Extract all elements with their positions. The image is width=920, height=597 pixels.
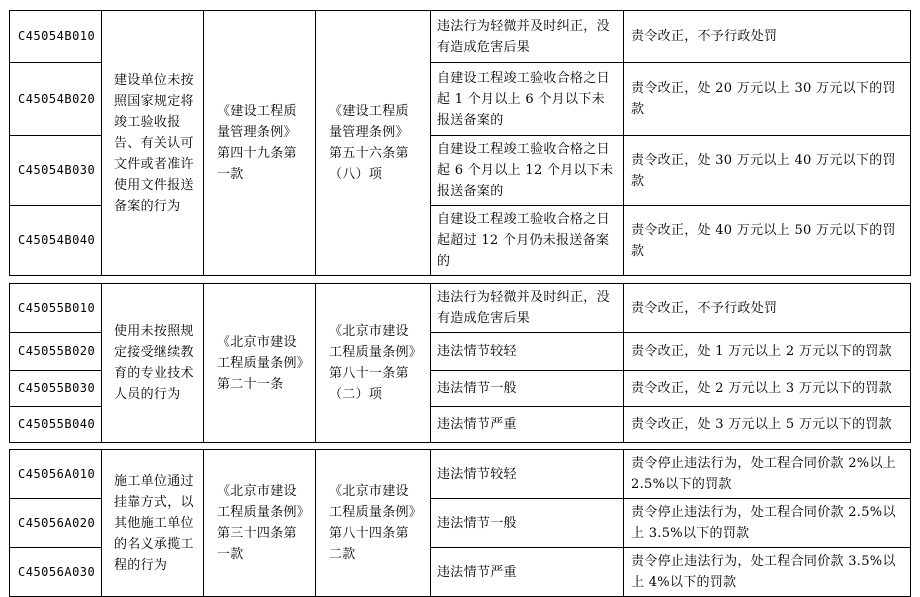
penalty-cell: 责令改正，处 2 万元以上 3 万元以下的罚款 [624, 371, 911, 407]
circumstance-cell: 违法情节一般 [431, 499, 624, 548]
violation-code-cell: C45055B020 [10, 333, 102, 371]
violation-behavior-cell: 施工单位通过挂靠方式，以其他施工单位的名义承揽工程的行为 [102, 450, 204, 597]
circumstance-cell: 违法行为轻微并及时纠正，没有造成危害后果 [431, 11, 624, 63]
table-row [10, 450, 911, 499]
penalty-cell: 责令改正，处 1 万元以上 2 万元以下的罚款 [624, 333, 911, 371]
violation-behavior-cell: 使用未按照规定接受继续教育的专业技术人员的行为 [102, 284, 204, 443]
circumstance-cell: 违法情节严重 [431, 548, 624, 597]
violation-code-cell: C45055B030 [10, 371, 102, 407]
penalty-cell: 责令停止违法行为，处工程合同价款 2.5%以上 3.5%以下的罚款 [624, 499, 911, 548]
violation-table-block-1 [9, 10, 911, 276]
violation-table-block-2 [9, 283, 911, 443]
penalty-basis-cell: 《建设工程质量管理条例》第五十六条第（八）项 [316, 11, 431, 276]
penalty-cell: 责令改正，处 40 万元以上 50 万元以下的罚款 [624, 206, 911, 276]
penalty-cell: 责令停止违法行为，处工程合同价款 3.5%以上 4%以下的罚款 [624, 548, 911, 597]
violation-code-cell: C45055B010 [10, 284, 102, 333]
violation-table-block-3 [9, 449, 911, 597]
legal-basis-cell: 《北京市建设工程质量条例》第二十一条 [204, 284, 316, 443]
penalty-cell: 责令改正，不予行政处罚 [624, 11, 911, 63]
circumstance-cell: 自建设工程竣工验收合格之日起 1 个月以上 6 个月以下未报送备案的 [431, 63, 624, 136]
violation-code-cell: C45054B030 [10, 136, 102, 206]
legal-basis-cell: 《建设工程质量管理条例》第四十九条第一款 [204, 11, 316, 276]
circumstance-cell: 自建设工程竣工验收合格之日起 6 个月以上 12 个月以下未报送备案的 [431, 136, 624, 206]
violation-code-cell: C45055B040 [10, 407, 102, 443]
penalty-basis-cell: 《北京市建设工程质量条例》第八十一条第（二）项 [316, 284, 431, 443]
violation-code-cell: C45056A010 [10, 450, 102, 499]
circumstance-cell: 自建设工程竣工验收合格之日起超过 12 个月仍未报送备案的 [431, 206, 624, 276]
circumstance-cell: 违法情节较轻 [431, 333, 624, 371]
table-row [10, 11, 911, 63]
violation-code-cell: C45054B020 [10, 63, 102, 136]
penalty-basis-cell: 《北京市建设工程质量条例》第八十四条第二款 [316, 450, 431, 597]
violation-behavior-cell: 建设单位未按照国家规定将竣工验收报告、有关认可文件或者准许使用文件报送备案的行为 [102, 11, 204, 276]
circumstance-cell: 违法情节较轻 [431, 450, 624, 499]
circumstance-cell: 违法情节一般 [431, 371, 624, 407]
legal-basis-cell: 《北京市建设工程质量条例》第三十四条第一款 [204, 450, 316, 597]
penalty-cell: 责令改正，处 30 万元以上 40 万元以下的罚款 [624, 136, 911, 206]
table-gap [9, 276, 920, 283]
violation-code-cell: C45056A030 [10, 548, 102, 597]
penalty-cell: 责令改正，处 20 万元以上 30 万元以下的罚款 [624, 63, 911, 136]
violation-code-cell: C45054B040 [10, 206, 102, 276]
penalty-cell: 责令改正，处 3 万元以上 5 万元以下的罚款 [624, 407, 911, 443]
violation-code-cell: C45056A020 [10, 499, 102, 548]
circumstance-cell: 违法情节严重 [431, 407, 624, 443]
penalty-cell: 责令停止违法行为，处工程合同价款 2%以上 2.5%以下的罚款 [624, 450, 911, 499]
circumstance-cell: 违法行为轻微并及时纠正，没有造成危害后果 [431, 284, 624, 333]
violation-code-cell: C45054B010 [10, 11, 102, 63]
penalty-cell: 责令改正，不予行政处罚 [624, 284, 911, 333]
table-row [10, 284, 911, 333]
